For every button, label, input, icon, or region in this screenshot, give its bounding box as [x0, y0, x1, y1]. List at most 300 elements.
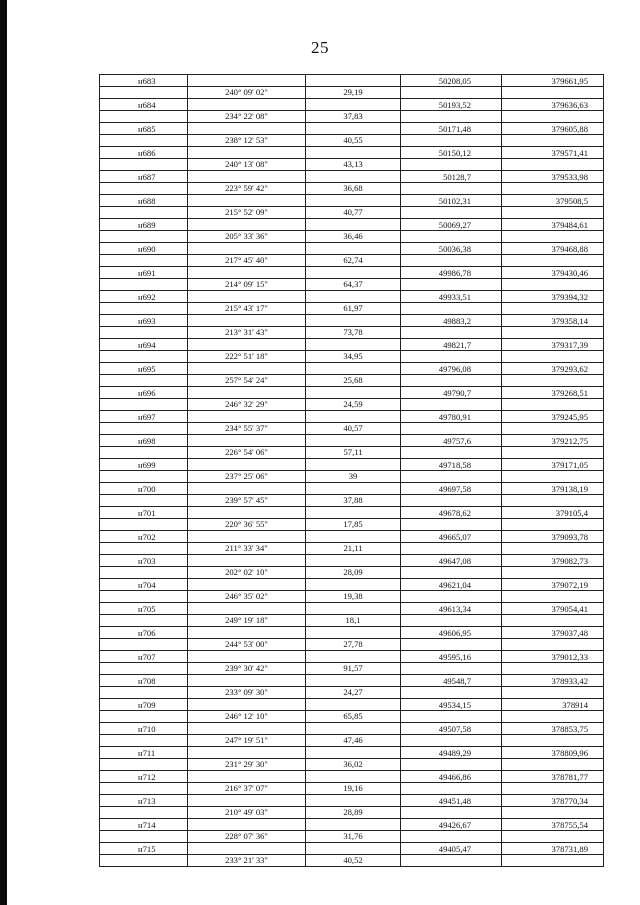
- y-cell: [502, 339, 604, 362]
- point-label: н712: [138, 772, 156, 782]
- x-coordinate: 50069,27: [438, 220, 471, 230]
- distance-cell: [306, 627, 401, 650]
- x-cell: [401, 819, 502, 842]
- point-label: н694: [138, 340, 156, 350]
- row-separator: [100, 110, 187, 111]
- angle-cell: [188, 699, 306, 722]
- row-separator: [401, 278, 501, 279]
- point-cell: [100, 147, 188, 170]
- angle-cell: [188, 747, 306, 770]
- distance-cell: [306, 267, 401, 290]
- row-separator: [100, 158, 187, 159]
- distance-cell: [306, 747, 401, 770]
- row-separator: [401, 398, 501, 399]
- row-separator: [100, 806, 187, 807]
- point-cell: [100, 507, 188, 530]
- row-separator: [100, 494, 187, 495]
- table-row: [100, 531, 604, 555]
- row-separator: [502, 710, 603, 711]
- y-coordinate: 378809,96: [551, 748, 588, 758]
- row-separator: [100, 470, 187, 471]
- distance-value: 57,11: [343, 447, 363, 457]
- x-cell: [401, 147, 502, 170]
- table-row: [100, 555, 604, 579]
- row-separator: [100, 326, 187, 327]
- angle-cell: [188, 75, 306, 98]
- point-label: н711: [138, 748, 156, 758]
- row-separator: [100, 758, 187, 759]
- row-separator: [100, 374, 187, 375]
- distance-value: 25,68: [343, 375, 363, 385]
- y-cell: [502, 459, 604, 482]
- direction-angle: 239° 57' 45": [225, 495, 268, 505]
- angle-cell: [188, 243, 306, 266]
- distance-cell: [306, 339, 401, 362]
- point-cell: [100, 243, 188, 266]
- point-cell: [100, 603, 188, 626]
- row-separator: [100, 686, 187, 687]
- x-cell: [401, 219, 502, 242]
- row-separator: [502, 470, 603, 471]
- distance-cell: [306, 603, 401, 626]
- y-cell: [502, 579, 604, 602]
- distance-cell: [306, 243, 401, 266]
- x-cell: [401, 627, 502, 650]
- point-label: н698: [138, 436, 156, 446]
- x-coordinate: 49790,7: [443, 388, 471, 398]
- distance-value: 73,78: [343, 327, 363, 337]
- distance-cell: [306, 387, 401, 410]
- row-separator: [100, 710, 187, 711]
- row-separator: [401, 158, 501, 159]
- y-cell: [502, 747, 604, 770]
- row-separator: [100, 566, 187, 567]
- x-cell: [401, 531, 502, 554]
- y-cell: [502, 795, 604, 818]
- row-separator: [502, 590, 603, 591]
- distance-cell: [306, 483, 401, 506]
- y-cell: [502, 411, 604, 434]
- point-label: н704: [138, 580, 156, 590]
- y-coordinate: 379571,41: [551, 148, 588, 158]
- direction-angle: 217° 45' 40": [225, 255, 268, 265]
- angle-cell: [188, 531, 306, 554]
- y-coordinate: 379072,19: [551, 580, 588, 590]
- table-row: [100, 315, 604, 339]
- row-separator: [401, 470, 501, 471]
- table-row: [100, 819, 604, 843]
- row-separator: [502, 446, 603, 447]
- x-coordinate: 49621,04: [438, 580, 471, 590]
- x-coordinate: 49548,7: [443, 676, 471, 686]
- direction-angle: 202° 02' 10": [225, 567, 268, 577]
- x-coordinate: 49986,78: [438, 268, 471, 278]
- y-coordinate: 379037,48: [551, 628, 588, 638]
- table-row: [100, 627, 604, 651]
- row-separator: [502, 254, 603, 255]
- y-coordinate: 379212,75: [551, 436, 588, 446]
- row-separator: [100, 662, 187, 663]
- row-separator: [502, 542, 603, 543]
- table-row: [100, 771, 604, 795]
- x-coordinate: 49595,16: [438, 652, 471, 662]
- y-coordinate: 379245,95: [551, 412, 588, 422]
- distance-value: 47,46: [343, 735, 363, 745]
- distance-value: 19,16: [343, 783, 363, 793]
- x-cell: [401, 315, 502, 338]
- x-cell: [401, 747, 502, 770]
- x-cell: [401, 291, 502, 314]
- x-coordinate: 50171,48: [438, 124, 471, 134]
- distance-value: 28,89: [343, 807, 363, 817]
- distance-value: 40,77: [343, 207, 363, 217]
- y-cell: [502, 387, 604, 410]
- distance-value: 40,52: [343, 855, 363, 865]
- row-separator: [401, 782, 501, 783]
- x-coordinate: 50208,05: [438, 76, 471, 86]
- y-cell: [502, 483, 604, 506]
- row-separator: [502, 374, 603, 375]
- y-coordinate: 379317,39: [551, 340, 588, 350]
- distance-value: 17,85: [343, 519, 363, 529]
- point-label: н692: [138, 292, 156, 302]
- row-separator: [401, 830, 501, 831]
- distance-value: 31,76: [343, 831, 363, 841]
- point-cell: [100, 195, 188, 218]
- distance-cell: [306, 555, 401, 578]
- table-row: [100, 195, 604, 219]
- row-separator: [502, 326, 603, 327]
- point-cell: [100, 795, 188, 818]
- x-coordinate: 49780,91: [438, 412, 471, 422]
- x-coordinate: 49821,7: [443, 340, 471, 350]
- distance-value: 61,97: [343, 303, 363, 313]
- point-cell: [100, 579, 188, 602]
- y-cell: [502, 771, 604, 794]
- table-row: [100, 675, 604, 699]
- point-label: н684: [138, 100, 156, 110]
- row-separator: [401, 494, 501, 495]
- angle-cell: [188, 219, 306, 242]
- angle-cell: [188, 387, 306, 410]
- angle-cell: [188, 315, 306, 338]
- row-separator: [100, 350, 187, 351]
- point-label: н710: [138, 724, 156, 734]
- row-separator: [502, 398, 603, 399]
- direction-angle: 222° 51' 18": [225, 351, 268, 361]
- table-row: [100, 579, 604, 603]
- direction-angle: 214° 09' 15": [225, 279, 268, 289]
- direction-angle: 211° 33' 34": [225, 543, 268, 553]
- row-separator: [401, 230, 501, 231]
- row-separator: [502, 206, 603, 207]
- y-coordinate: 379605,88: [551, 124, 588, 134]
- distance-value: 19,38: [343, 591, 363, 601]
- y-cell: [502, 243, 604, 266]
- row-separator: [401, 302, 501, 303]
- x-coordinate: 50193,52: [438, 100, 471, 110]
- direction-angle: 215° 52' 09": [225, 207, 268, 217]
- row-separator: [401, 854, 501, 855]
- y-coordinate: 379012,33: [551, 652, 588, 662]
- row-separator: [401, 110, 501, 111]
- table-row: [100, 699, 604, 723]
- x-cell: [401, 723, 502, 746]
- point-label: н700: [138, 484, 156, 494]
- distance-value: 43,13: [343, 159, 363, 169]
- angle-cell: [188, 435, 306, 458]
- row-separator: [401, 734, 501, 735]
- y-coordinate: 379394,32: [551, 292, 588, 302]
- scan-margin-bar: [0, 0, 7, 905]
- row-separator: [401, 422, 501, 423]
- x-cell: [401, 483, 502, 506]
- direction-angle: 246° 12' 10": [225, 711, 268, 721]
- point-label: н701: [138, 508, 156, 518]
- row-separator: [502, 614, 603, 615]
- angle-cell: [188, 99, 306, 122]
- distance-value: 24,27: [343, 687, 363, 697]
- x-coordinate: 49534,15: [438, 700, 471, 710]
- table-row: [100, 483, 604, 507]
- row-separator: [401, 662, 501, 663]
- y-coordinate: 379105,4: [555, 508, 588, 518]
- distance-cell: [306, 147, 401, 170]
- row-separator: [100, 86, 187, 87]
- y-coordinate: 378914: [562, 700, 588, 710]
- x-coordinate: 49697,58: [438, 484, 471, 494]
- point-cell: [100, 483, 188, 506]
- angle-cell: [188, 723, 306, 746]
- point-cell: [100, 363, 188, 386]
- y-cell: [502, 675, 604, 698]
- distance-value: 24,59: [343, 399, 363, 409]
- y-cell: [502, 147, 604, 170]
- row-separator: [100, 782, 187, 783]
- row-separator: [401, 518, 501, 519]
- distance-value: 91,57: [343, 663, 363, 673]
- distance-cell: [306, 795, 401, 818]
- distance-cell: [306, 411, 401, 434]
- row-separator: [401, 326, 501, 327]
- x-cell: [401, 555, 502, 578]
- row-separator: [100, 542, 187, 543]
- row-separator: [401, 374, 501, 375]
- row-separator: [401, 686, 501, 687]
- y-coordinate: 379082,73: [551, 556, 588, 566]
- point-cell: [100, 651, 188, 674]
- point-label: н683: [138, 76, 156, 86]
- distance-value: 27,78: [343, 639, 363, 649]
- y-cell: [502, 531, 604, 554]
- direction-angle: 246° 32' 29": [225, 399, 268, 409]
- angle-cell: [188, 507, 306, 530]
- distance-value: 36,02: [343, 759, 363, 769]
- x-cell: [401, 243, 502, 266]
- x-cell: [401, 603, 502, 626]
- direction-angle: 233° 21' 33": [225, 855, 268, 865]
- row-separator: [502, 566, 603, 567]
- row-separator: [401, 806, 501, 807]
- x-cell: [401, 339, 502, 362]
- y-cell: [502, 627, 604, 650]
- distance-cell: [306, 99, 401, 122]
- direction-angle: 231° 29' 30": [225, 759, 268, 769]
- point-label: н699: [138, 460, 156, 470]
- direction-angle: 240° 09' 02": [225, 87, 268, 97]
- x-coordinate: 50102,31: [438, 196, 471, 206]
- table-row: [100, 99, 604, 123]
- distance-value: 40,57: [343, 423, 363, 433]
- row-separator: [100, 638, 187, 639]
- distance-value: 37,83: [343, 111, 363, 121]
- row-separator: [502, 158, 603, 159]
- point-cell: [100, 435, 188, 458]
- y-coordinate: 379293,62: [551, 364, 588, 374]
- distance-value: 65,85: [343, 711, 363, 721]
- angle-cell: [188, 171, 306, 194]
- distance-cell: [306, 435, 401, 458]
- row-separator: [502, 830, 603, 831]
- direction-angle: 223° 59' 42": [225, 183, 268, 193]
- x-coordinate: 49489,29: [438, 748, 471, 758]
- y-coordinate: 379430,46: [551, 268, 588, 278]
- row-separator: [401, 566, 501, 567]
- point-cell: [100, 723, 188, 746]
- x-coordinate: 49466,86: [438, 772, 471, 782]
- table-row: [100, 171, 604, 195]
- y-coordinate: 378781,77: [551, 772, 588, 782]
- row-separator: [401, 614, 501, 615]
- table-row: [100, 219, 604, 243]
- distance-value: 64,37: [343, 279, 363, 289]
- y-cell: [502, 267, 604, 290]
- y-cell: [502, 555, 604, 578]
- y-cell: [502, 315, 604, 338]
- x-cell: [401, 435, 502, 458]
- direction-angle: 205° 33' 36": [225, 231, 268, 241]
- y-cell: [502, 435, 604, 458]
- x-cell: [401, 387, 502, 410]
- x-coordinate: 50128,7: [443, 172, 471, 182]
- distance-cell: [306, 195, 401, 218]
- angle-cell: [188, 603, 306, 626]
- point-label: н709: [138, 700, 156, 710]
- table-row: [100, 363, 604, 387]
- y-coordinate: 379268,51: [551, 388, 588, 398]
- row-separator: [502, 230, 603, 231]
- angle-cell: [188, 795, 306, 818]
- angle-cell: [188, 339, 306, 362]
- y-cell: [502, 75, 604, 98]
- y-coordinate: 379636,63: [551, 100, 588, 110]
- y-coordinate: 379171,05: [551, 460, 588, 470]
- point-cell: [100, 171, 188, 194]
- y-coordinate: 378731,89: [551, 844, 588, 854]
- x-coordinate: 49405,47: [438, 844, 471, 854]
- point-label: н695: [138, 364, 156, 374]
- angle-cell: [188, 771, 306, 794]
- y-coordinate: 378770,34: [551, 796, 588, 806]
- row-separator: [100, 446, 187, 447]
- x-cell: [401, 579, 502, 602]
- angle-cell: [188, 555, 306, 578]
- row-separator: [502, 638, 603, 639]
- point-label: н715: [138, 844, 156, 854]
- point-cell: [100, 819, 188, 842]
- direction-angle: 246° 35' 02": [225, 591, 268, 601]
- point-label: н691: [138, 268, 156, 278]
- point-label: н690: [138, 244, 156, 254]
- angle-cell: [188, 147, 306, 170]
- point-cell: [100, 699, 188, 722]
- x-cell: [401, 459, 502, 482]
- coordinates-table: [99, 74, 604, 867]
- row-separator: [100, 590, 187, 591]
- row-separator: [502, 134, 603, 135]
- row-separator: [401, 182, 501, 183]
- row-separator: [502, 686, 603, 687]
- point-cell: [100, 459, 188, 482]
- row-separator: [401, 254, 501, 255]
- row-separator: [100, 734, 187, 735]
- row-separator: [100, 254, 187, 255]
- angle-cell: [188, 651, 306, 674]
- y-coordinate: 379661,95: [551, 76, 588, 86]
- x-coordinate: 49796,08: [438, 364, 471, 374]
- table-row: [100, 651, 604, 675]
- row-separator: [100, 614, 187, 615]
- direction-angle: 228° 07' 36": [225, 831, 268, 841]
- point-cell: [100, 75, 188, 98]
- row-separator: [401, 542, 501, 543]
- direction-angle: 210° 49' 03": [225, 807, 268, 817]
- y-cell: [502, 195, 604, 218]
- point-cell: [100, 627, 188, 650]
- point-label: н696: [138, 388, 156, 398]
- table-row: [100, 459, 604, 483]
- distance-cell: [306, 651, 401, 674]
- distance-cell: [306, 675, 401, 698]
- direction-angle: 238° 12' 53": [225, 135, 268, 145]
- row-separator: [100, 302, 187, 303]
- row-separator: [502, 494, 603, 495]
- y-cell: [502, 819, 604, 842]
- x-coordinate: 49426,67: [438, 820, 471, 830]
- direction-angle: 244° 53' 00": [225, 639, 268, 649]
- distance-cell: [306, 843, 401, 866]
- distance-cell: [306, 171, 401, 194]
- table-row: [100, 243, 604, 267]
- x-coordinate: 49757,6: [443, 436, 471, 446]
- row-separator: [100, 134, 187, 135]
- table-row: [100, 123, 604, 147]
- table-row: [100, 291, 604, 315]
- point-cell: [100, 387, 188, 410]
- x-cell: [401, 411, 502, 434]
- direction-angle: 234° 22' 08": [225, 111, 268, 121]
- row-separator: [401, 446, 501, 447]
- x-cell: [401, 843, 502, 866]
- y-cell: [502, 219, 604, 242]
- x-coordinate: 49451,48: [438, 796, 471, 806]
- point-label: н685: [138, 124, 156, 134]
- row-separator: [502, 182, 603, 183]
- row-separator: [502, 86, 603, 87]
- table-row: [100, 387, 604, 411]
- angle-cell: [188, 363, 306, 386]
- point-cell: [100, 219, 188, 242]
